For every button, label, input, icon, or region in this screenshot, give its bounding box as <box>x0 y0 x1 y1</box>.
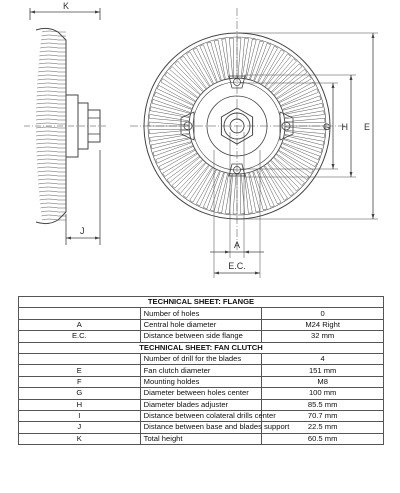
table-row <box>19 433 384 444</box>
row-label: Distance between colateral drills center <box>140 410 262 421</box>
radial-fin <box>271 161 299 191</box>
side-fin <box>40 203 66 204</box>
side-fins <box>36 31 66 220</box>
radial-fin <box>163 153 197 176</box>
radial-fin <box>178 163 206 194</box>
radial-fin <box>154 92 191 109</box>
radial-fin <box>286 130 325 137</box>
side-view <box>24 8 106 245</box>
row-label: Total height <box>140 433 262 444</box>
radial-fin <box>222 39 230 78</box>
side-fin <box>41 39 66 40</box>
side-fin <box>40 47 66 48</box>
side-fin <box>41 43 66 44</box>
radial-fin <box>279 151 313 174</box>
row-value: 100 mm <box>262 388 384 399</box>
side-fin <box>36 107 66 108</box>
side-fin <box>40 199 66 200</box>
side-fin <box>37 87 66 88</box>
radial-fin <box>272 64 302 92</box>
row-code: E <box>19 365 141 376</box>
row-value: 4 <box>262 353 384 364</box>
side-fin <box>41 211 66 212</box>
radial-fin <box>190 168 213 202</box>
radial-fin <box>156 146 193 163</box>
side-fin <box>36 143 66 144</box>
table-row <box>19 422 384 433</box>
side-fin <box>36 103 66 104</box>
side-fin <box>41 207 66 208</box>
row-label: Distance between side flange <box>140 331 262 342</box>
radial-fin <box>245 174 253 213</box>
row-value: M24 Right <box>262 319 384 330</box>
radial-fin <box>286 118 325 122</box>
section-title: TECHNICAL SHEET: FAN CLUTCH <box>19 342 384 353</box>
table-row <box>19 331 384 342</box>
row-label: Mounting holdes <box>140 376 262 387</box>
radial-fin <box>275 69 307 95</box>
table-section-header <box>19 297 384 308</box>
row-code: H <box>19 399 141 410</box>
side-fin <box>37 155 66 156</box>
row-label: Number of holes <box>140 308 262 319</box>
side-fin <box>37 151 67 152</box>
row-label: Central hole diameter <box>140 319 262 330</box>
radial-fin <box>277 76 311 99</box>
side-fin <box>37 163 66 164</box>
radial-fin <box>149 129 188 133</box>
side-fin <box>37 99 67 100</box>
radial-fin <box>264 166 287 200</box>
table-row <box>19 410 384 421</box>
dim-label-k: K <box>63 1 70 11</box>
radial-fin <box>246 39 257 78</box>
table-row <box>19 365 384 376</box>
dim-label-j: J <box>80 226 85 236</box>
radial-fin <box>229 38 233 77</box>
side-fin <box>39 55 66 56</box>
radial-fin <box>218 174 229 213</box>
side-fin <box>39 195 66 196</box>
side-fin <box>39 187 66 188</box>
row-label: Diameter blades adjuster <box>140 399 262 410</box>
table-row <box>19 319 384 330</box>
radial-fin <box>286 126 325 130</box>
section-title: TECHNICAL SHEET: FLANGE <box>19 297 384 308</box>
table-row <box>19 353 384 364</box>
side-fin <box>37 83 66 84</box>
side-fin <box>36 147 66 148</box>
side-fin <box>37 91 66 92</box>
side-fin <box>40 51 66 52</box>
side-fin <box>39 191 66 192</box>
radial-fin <box>175 61 203 91</box>
table-row <box>19 308 384 319</box>
side-fin <box>38 67 66 68</box>
table-row <box>19 376 384 387</box>
row-value: 22.5 mm <box>262 422 384 433</box>
radial-fin <box>161 79 195 102</box>
radial-fin <box>150 107 189 118</box>
radial-fin <box>149 122 188 126</box>
side-fin <box>38 175 66 176</box>
side-fin <box>36 123 66 124</box>
row-code: A <box>19 319 141 330</box>
row-value: 151 mm <box>262 365 384 376</box>
radial-fin <box>237 38 241 77</box>
side-fin <box>36 111 66 112</box>
side-fin <box>37 95 66 96</box>
side-fin <box>38 179 66 180</box>
side-fin <box>36 135 66 136</box>
row-code <box>19 308 141 319</box>
radial-fin <box>214 40 225 79</box>
row-code: K <box>19 433 141 444</box>
radial-fin <box>277 154 310 180</box>
row-value: 0 <box>262 308 384 319</box>
dim-label-g: G <box>322 122 330 132</box>
radial-fin <box>262 50 285 84</box>
row-value: 32 mm <box>262 331 384 342</box>
row-label: Diameter between holes center <box>140 388 262 399</box>
technical-sheet-table <box>18 296 384 445</box>
radial-fin <box>172 160 202 188</box>
radial-fin <box>187 52 210 86</box>
radial-fin <box>151 138 190 149</box>
side-fin <box>37 171 66 172</box>
side-fin <box>37 167 66 168</box>
side-fin <box>38 75 66 76</box>
radial-fin <box>285 135 324 146</box>
dim-label-ec: E.C. <box>228 261 246 271</box>
table-row <box>19 399 384 410</box>
side-fin <box>42 31 66 32</box>
row-code <box>19 353 141 364</box>
dim-label-a: A <box>233 240 241 250</box>
side-fin <box>42 219 66 220</box>
front-view <box>130 8 378 278</box>
radial-fin <box>225 175 232 214</box>
radial-fin <box>284 103 323 114</box>
radial-fin <box>268 164 294 196</box>
radial-fin <box>281 89 318 106</box>
row-value: 70.7 mm <box>262 410 384 421</box>
side-fin <box>36 131 66 132</box>
radial-fin <box>265 54 291 87</box>
radial-fin <box>200 45 217 82</box>
side-fin <box>36 119 66 120</box>
radial-fin <box>167 157 199 183</box>
row-label: Fan clutch diameter <box>140 365 262 376</box>
radial-fin <box>203 172 220 209</box>
side-fin <box>38 183 66 184</box>
radial-fin <box>183 166 209 199</box>
side-fin <box>37 159 66 160</box>
radial-fin <box>165 72 198 98</box>
row-code: F <box>19 376 141 387</box>
row-value: 85.5 mm <box>262 399 384 410</box>
radial-fin <box>233 175 237 214</box>
side-fin <box>39 63 66 64</box>
row-code: E.C. <box>19 331 141 342</box>
radial-fin <box>180 56 206 88</box>
radial-fin <box>170 67 201 95</box>
side-fin <box>36 127 66 128</box>
row-code: J <box>19 422 141 433</box>
row-value: 60.5 mm <box>262 433 384 444</box>
row-value: M8 <box>262 376 384 387</box>
side-fin <box>38 71 66 72</box>
side-fin <box>36 139 66 140</box>
radial-fin <box>274 158 305 186</box>
radial-fin <box>249 173 260 212</box>
table-row <box>19 388 384 399</box>
side-fin <box>39 59 66 60</box>
radial-fin <box>257 170 274 207</box>
table-section-header <box>19 342 384 353</box>
row-label: Number of drill for the blades <box>140 353 262 364</box>
row-label: Distance between base and blades support <box>140 422 262 433</box>
dim-label-e: E <box>363 122 370 132</box>
radial-fin <box>269 59 297 90</box>
dim-label-h: H <box>341 122 348 132</box>
radial-fin <box>241 38 248 77</box>
radial-fin <box>149 114 188 121</box>
row-code: I <box>19 410 141 421</box>
radial-fin <box>283 143 320 160</box>
side-fin <box>36 115 66 116</box>
side-fin <box>37 79 66 80</box>
row-code: G <box>19 388 141 399</box>
